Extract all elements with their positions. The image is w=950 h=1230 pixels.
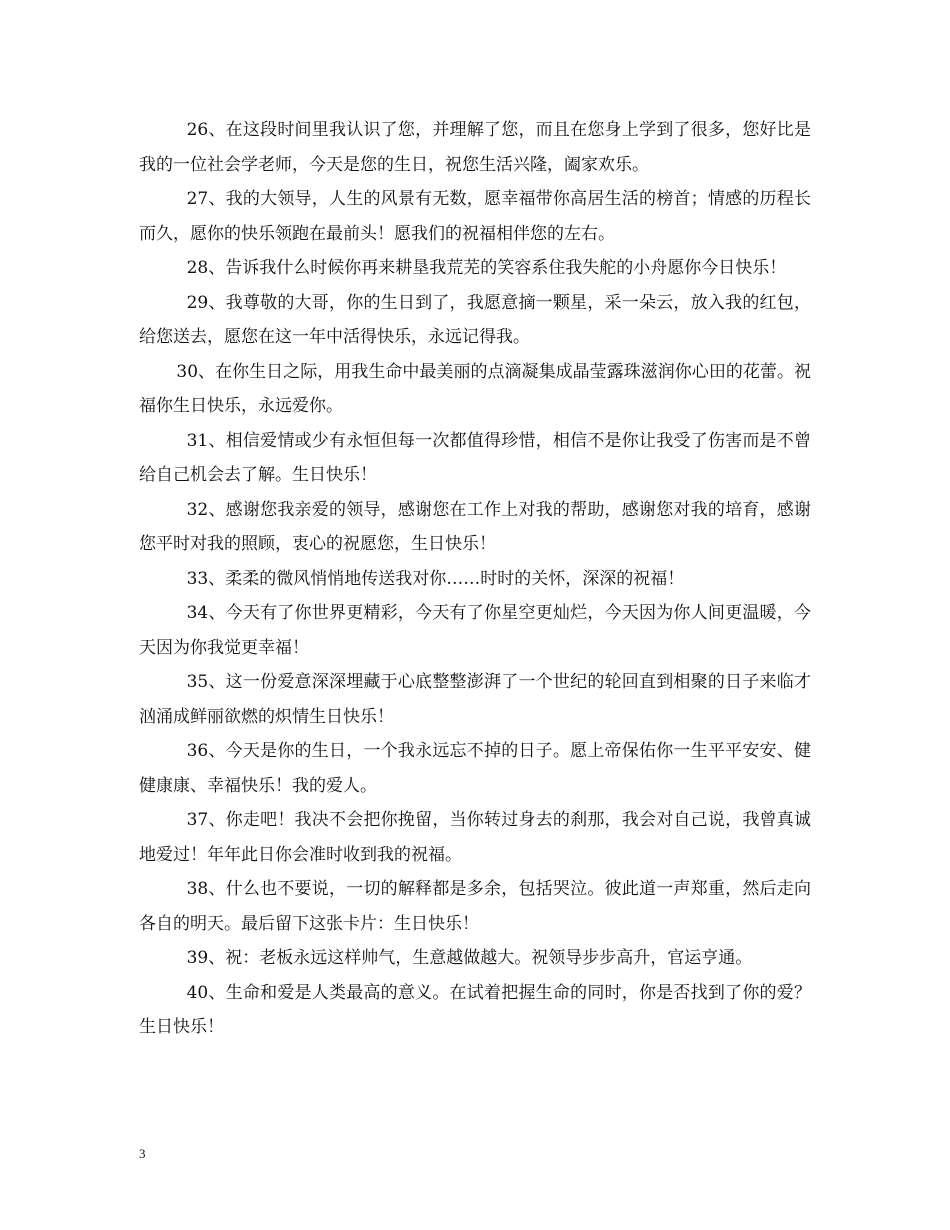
- paragraph-37: 37、你走吧！我决不会把你挽留，当你转过身去的刹那，我会对自己说，我曾真诚地爱过！年年此日你会准时收到我的祝福。: [139, 810, 811, 865]
- paragraph-26: 26、在这段时间里我认识了您，并理解了您，而且在您身上学到了很多，您好比是我的一位社会学老师，今天是您的生日，祝您生活兴隆，阖家欢乐。: [139, 120, 811, 175]
- paragraph-28: 28、告诉我什么时候你再来耕垦我荒芜的笑容系住我失舵的小舟愿你今日快乐！: [186, 258, 787, 278]
- paragraph-39: 39、祝：老板永远这样帅气，生意越做越大。祝领导步步高升，官运亨通。: [186, 948, 753, 968]
- paragraph-32: 32、感谢您我亲爱的领导，感谢您在工作上对我的帮助，感谢您对我的培育，感谢您平时对我的照顾，衷心的祝愿您，生日快乐！: [139, 499, 811, 554]
- paragraph-36: 36、今天是你的生日，一个我永远忘不掉的日子。愿上帝保佑你一生平平安安、健健康康、幸福快乐！我的爱人。: [139, 741, 811, 796]
- paragraph-30: 30、在你生日之际，用我生命中最美丽的点滴凝集成晶莹露珠滋润你心田的花蕾。祝福你生日快乐，永远爱你。: [139, 361, 811, 416]
- paragraph-34: 34、今天有了你世界更精彩，今天有了你星空更灿烂，今天因为你人间更温暖，今天因为你我觉更幸福！: [139, 603, 811, 658]
- paragraph-33: 33、柔柔的微风悄悄地传送我对你……时时的关怀，深深的祝福！: [186, 568, 685, 589]
- paragraph-40: 40、生命和爱是人类最高的意义。在试着把握生命的同时，你是否找到了你的爱？生日快乐！: [139, 982, 811, 1037]
- paragraph-31: 31、相信爱情或少有永恒但每一次都值得珍惜，相信不是你让我受了伤害而是不曾给自己机会去了解。生日快乐！: [139, 430, 811, 485]
- paragraph-27: 27、我的大领导，人生的风景有无数，愿幸福带你高居生活的榜首；情感的历程长而久，愿你的快乐领跑在最前头！愿我们的祝福相伴您的左右。: [139, 189, 811, 244]
- paragraph-35: 35、这一份爱意深深埋藏于心底整整澎湃了一个世纪的轮回直到相聚的日子来临才汹涌成鲜丽欲燃的炽情生日快乐！: [139, 672, 811, 727]
- page-number: 3: [139, 1146, 146, 1161]
- paragraph-38: 38、什么也不要说，一切的解释都是多余，包括哭泣。彼此道一声郑重，然后走向各自的明天。最后留下这张卡片：生日快乐！: [139, 879, 811, 934]
- paragraph-29: 29、我尊敬的大哥，你的生日到了，我愿意摘一颗星，采一朵云，放入我的红包，给您送去，愿您在这一年中活得快乐，永远记得我。: [139, 292, 811, 347]
- document-body: [139, 113, 811, 1045]
